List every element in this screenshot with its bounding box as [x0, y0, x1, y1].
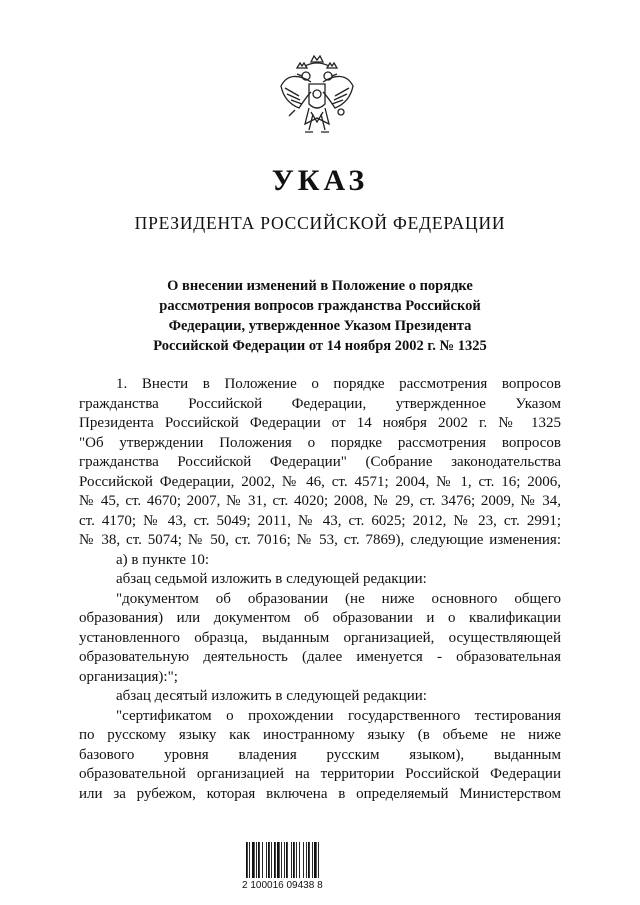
body-line: гражданства Российской Федерации" (Собрание законодательства: [79, 454, 561, 470]
body-line: абзац седьмой изложить в следующей редакции:: [116, 571, 427, 587]
body-line: базового уровня владения русским языком), выданным: [79, 746, 561, 763]
body-line: № 45, ст. 4670; 2007, № 31, ст. 4020; 2008, № 29, ст. 3476; 2009, № 34,: [79, 493, 561, 509]
body-line: "документом об образовании (не ниже основного общего: [116, 590, 561, 607]
barcode-number: 2 100016 09438 8: [242, 880, 323, 891]
barcode-bar: [262, 842, 263, 878]
body-line: абзац десятый изложить в следующей редакции:: [116, 688, 427, 704]
body-line: или за рубежом, которая включена в определяемый Министерством: [79, 785, 561, 802]
barcode-bar: [291, 842, 292, 878]
barcode-bar: [249, 842, 250, 878]
body-line: № 38, ст. 5074; № 50, ст. 7016; № 53, ст. 7869), следующие изменения:: [79, 532, 561, 548]
barcode-bar: [286, 842, 288, 878]
body-line: Президента Российской Федерации от 14 ноября 2002 г. № 1325: [79, 415, 561, 431]
barcode-bar: [271, 842, 272, 878]
heading-line: О внесении изменений в Положение о порядке: [167, 278, 473, 294]
heading-line: Федерации, утвержденное Указом Президента: [168, 318, 472, 334]
body-line: "Об утверждении Положения о порядке рассмотрения вопросов: [79, 434, 561, 451]
barcode-bar: [299, 842, 300, 878]
barcode-bar: [306, 842, 307, 878]
barcode-bar: [277, 842, 280, 878]
coat-of-arms-icon: [275, 52, 359, 148]
body-line: ст. 4170; № 43, ст. 5049; 2011, № 43, ст. 6025; 2012, № 23, ст. 2991;: [79, 512, 561, 529]
body-line: "сертификатом о прохождении государственного тестирования: [116, 707, 561, 724]
barcode-icon: [244, 838, 344, 880]
body-line: 1. Внести в Положение о порядке рассмотрения вопросов: [116, 376, 561, 392]
barcode-bar: [303, 842, 304, 878]
barcode-bar: [256, 842, 257, 878]
barcode-bar: [274, 842, 276, 878]
barcode-bar: [314, 842, 317, 878]
barcode-bar: [268, 842, 270, 878]
barcode-bar: [258, 842, 260, 878]
body-line: организация):";: [79, 668, 178, 685]
body-line: а) в пункте 10:: [116, 551, 210, 568]
barcode-bar: [284, 842, 285, 878]
decree-body-text: [79, 375, 561, 804]
document-subtitle: ПРЕЗИДЕНТА РОССИЙСКОЙ ФЕДЕРАЦИИ: [134, 213, 506, 233]
decree-heading: [100, 276, 540, 356]
barcode-bar: [281, 842, 282, 878]
barcode-bar: [308, 842, 310, 878]
barcode-bar: [318, 842, 319, 878]
heading-line: Российской Федерации от 14 ноября 2002 г. № 1325: [153, 338, 487, 354]
barcode-bar: [266, 842, 267, 878]
barcode-bar: [293, 842, 295, 878]
body-line: образовательную деятельность (далее именуется - образовательная: [79, 649, 561, 665]
barcode-bar: [296, 842, 297, 878]
barcode-bar: [246, 842, 248, 878]
heading-line: рассмотрения вопросов гражданства Российской: [159, 298, 481, 314]
body-line: гражданства Российской Федерации, утвержденное Указом: [79, 395, 561, 412]
body-line: образовательной организацией на территории Российской Федерации: [79, 766, 561, 782]
barcode-bar: [252, 842, 255, 878]
body-line: образования) или документом об образовании и о квалификации: [79, 610, 561, 626]
body-line: Российской Федерации, 2002, № 46, ст. 4571; 2004, № 1, ст. 16; 2006,: [79, 473, 561, 490]
document-title: УКАЗ: [271, 164, 369, 197]
body-line: установленного образца, выданным организацией, осуществляющей: [79, 629, 561, 646]
body-line: по русскому языку как иностранному языку (в объеме не ниже: [79, 727, 561, 743]
barcode-bar: [312, 842, 313, 878]
